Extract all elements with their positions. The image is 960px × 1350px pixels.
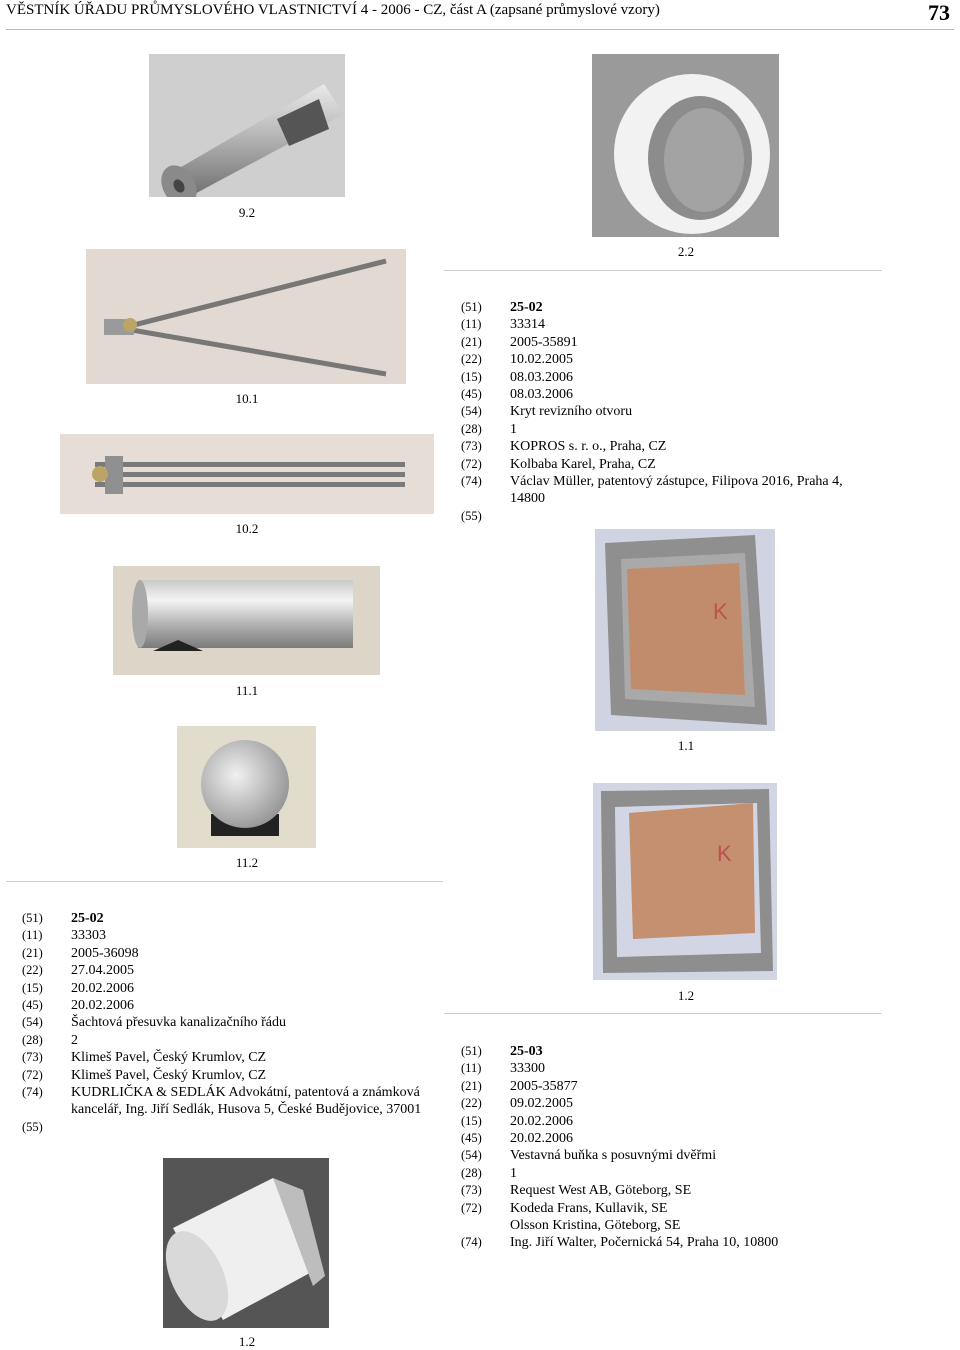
inid-code: (15) (461, 369, 482, 384)
inid-code: (21) (461, 1078, 482, 1093)
figure-caption-10-1: 10.1 (235, 391, 259, 406)
inid-code: (74) (461, 1235, 482, 1250)
inid-code: (74) (22, 1085, 43, 1100)
inid-code: (51) (461, 300, 482, 314)
inid-code: (72) (461, 1200, 482, 1215)
design-count: 1 (510, 1165, 517, 1181)
inid-code: (73) (22, 1050, 43, 1065)
design-photo-9-2 (149, 54, 345, 197)
design-photo-1-1 (595, 529, 775, 731)
header-divider (6, 29, 954, 30)
figure-caption-11-1: 11.1 (235, 683, 259, 698)
design-title: Šachtová přesuvka kanalizačního řádu (71, 1015, 286, 1031)
design-photo-10-2 (60, 434, 434, 514)
inid-code: (22) (461, 1096, 482, 1111)
inid-code: (21) (461, 334, 482, 349)
registration-date: 20.02.2006 (71, 980, 134, 996)
design-count: 1 (510, 421, 517, 437)
inid-code: (45) (22, 998, 43, 1013)
filing-date: 09.02.2005 (510, 1096, 573, 1112)
design-photo-1-2-right (593, 783, 777, 980)
figure-caption-11-2: 11.2 (235, 855, 259, 870)
publication-date: 20.02.2006 (510, 1131, 573, 1147)
inid-code: (28) (461, 1165, 482, 1180)
representative: Václav Müller, patentový zástupce, Filipova 2016, Praha 4, 14800 (510, 474, 843, 507)
inid-code: (11) (22, 928, 43, 943)
inid-code: (22) (461, 352, 482, 367)
design-entry-33314 (461, 299, 881, 525)
design-photo-11-2 (177, 726, 316, 848)
inid-code: (11) (461, 1061, 482, 1076)
inid-code: (51) (461, 1044, 482, 1058)
application-number: 2005-36098 (71, 945, 139, 961)
design-entry-33303 (22, 910, 422, 1136)
design-photo-11-1 (113, 566, 380, 675)
figure-caption-1-2-right: 1.2 (677, 988, 695, 1003)
registration-number: 33303 (71, 928, 106, 944)
inid-code: (72) (461, 456, 482, 471)
design-photo-1-2-left (163, 1158, 329, 1328)
owner: Klimeš Pavel, Český Krumlov, CZ (71, 1050, 267, 1066)
publication-date: 08.03.2006 (510, 387, 573, 403)
section-divider (444, 270, 882, 271)
designer-second: Olsson Kristina, Göteborg, SE (510, 1218, 681, 1234)
section-divider (6, 881, 443, 882)
design-count: 2 (71, 1032, 78, 1048)
owner: KOPROS s. r. o., Praha, CZ (510, 439, 667, 455)
images-label (71, 1119, 422, 1136)
filing-date: 10.02.2005 (510, 352, 573, 368)
inid-code: (45) (461, 1131, 482, 1146)
classification: 25-03 (510, 1044, 543, 1059)
application-number: 2005-35877 (510, 1078, 578, 1094)
design-entry-33300 (461, 1043, 881, 1252)
section-divider (444, 1013, 882, 1014)
design-title: Kryt revizního otvoru (510, 404, 633, 420)
designer: Klimeš Pavel, Český Krumlov, CZ (71, 1067, 267, 1083)
figure-caption-9-2: 9.2 (238, 205, 256, 220)
svg-text:K: K (713, 599, 728, 624)
inid-code: (11) (461, 317, 482, 332)
inid-code: (54) (461, 404, 482, 419)
inid-code: (74) (461, 474, 482, 489)
inid-code: (28) (461, 421, 482, 436)
filing-date: 27.04.2005 (71, 963, 134, 979)
inid-code: (73) (461, 439, 482, 454)
inid-code: (54) (22, 1015, 43, 1030)
design-photo-10-1 (86, 249, 406, 384)
inid-code: (55) (22, 1119, 43, 1134)
page-header-title: VĚSTNÍK ÚŘADU PRŮMYSLOVÉHO VLASTNICTVÍ 4 - 2006 - CZ, část A (zapsané průmyslové vzory) (6, 2, 660, 18)
inid-code: (55) (461, 508, 482, 523)
inid-code: (72) (22, 1067, 43, 1082)
designer: Kodeda Frans, Kullavik, SE (510, 1200, 668, 1216)
classification: 25-02 (510, 300, 543, 315)
representative: Ing. Jiří Walter, Počernická 54, Praha 10, 10800 (510, 1235, 779, 1251)
registration-date: 20.02.2006 (510, 1113, 573, 1129)
figure-caption-2-2: 2.2 (677, 244, 695, 259)
design-title: Vestavná buňka s posuvnými dvěřmi (510, 1148, 717, 1164)
classification: 25-02 (71, 911, 104, 926)
page-number: 73 (928, 0, 950, 25)
publication-date: 20.02.2006 (71, 998, 134, 1014)
registration-date: 08.03.2006 (510, 369, 573, 385)
figure-caption-1-2-left: 1.2 (238, 1334, 256, 1349)
inid-code: (45) (461, 387, 482, 402)
inid-code: (51) (22, 911, 43, 925)
figure-caption-1-1: 1.1 (677, 738, 695, 753)
inid-code: (15) (461, 1113, 482, 1128)
application-number: 2005-35891 (510, 334, 578, 350)
registration-number: 33300 (510, 1061, 545, 1077)
inid-code: (15) (22, 980, 43, 995)
inid-code (461, 1217, 510, 1234)
inid-code: (54) (461, 1148, 482, 1163)
designer: Kolbaba Karel, Praha, CZ (510, 456, 656, 472)
owner: Request West AB, Göteborg, SE (510, 1183, 692, 1199)
representative: KUDRLIČKA & SEDLÁK Advokátní, patentová a známková kancelář, Ing. Jiří Sedlák, Husova 5, České Budějovice, 37001 (71, 1085, 422, 1118)
registration-number: 33314 (510, 317, 545, 333)
design-photo-2-2 (592, 54, 779, 237)
figure-caption-10-2: 10.2 (235, 521, 259, 536)
inid-code: (28) (22, 1032, 43, 1047)
inid-code: (21) (22, 945, 43, 960)
inid-code: (73) (461, 1183, 482, 1198)
svg-text:K: K (717, 841, 732, 866)
images-label (510, 508, 881, 525)
inid-code: (22) (22, 963, 43, 978)
